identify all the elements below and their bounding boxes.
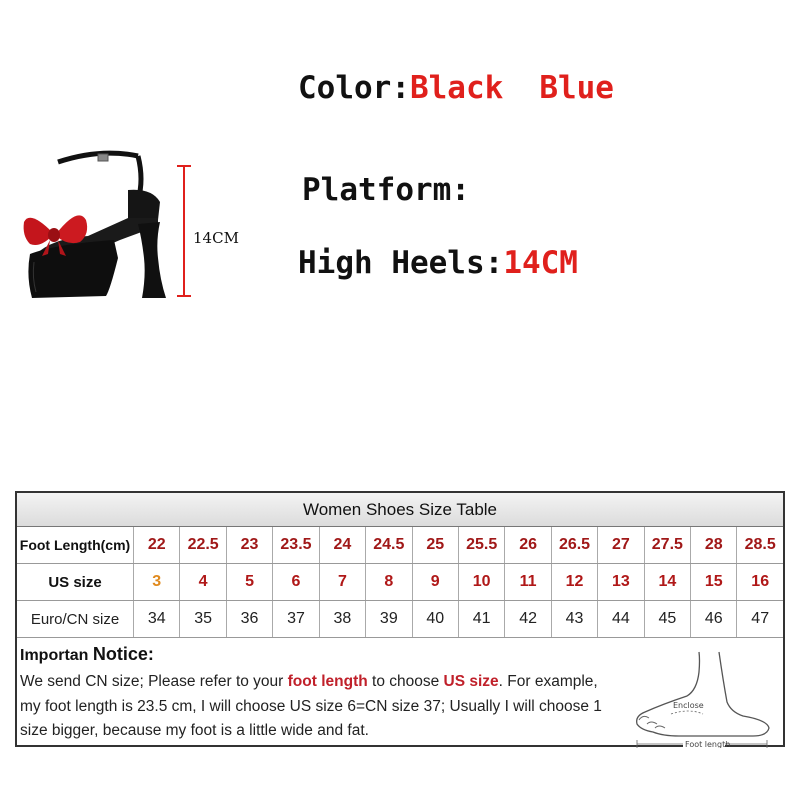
notice-section	[17, 638, 783, 752]
heels-value: 14CM	[503, 245, 578, 281]
table-cell: 22	[133, 527, 179, 563]
table-cell: 28	[690, 527, 736, 563]
color-label: Color:	[298, 70, 410, 106]
table-cell: 38	[319, 601, 365, 637]
table-cell: 6	[272, 564, 318, 600]
notice-text	[20, 670, 620, 744]
notice-title	[20, 644, 154, 665]
table-cell: 22.5	[179, 527, 225, 563]
table-cell: 25	[412, 527, 458, 563]
notice-text-3: . For example, my foot length is 23.5 cm, I will choose US size 6=CN size 37; Usually I will choose 1 size bigger, because my foot is a little wide and fat.	[20, 673, 602, 739]
platform-sandal-image	[10, 140, 170, 310]
table-cell: 3	[133, 564, 179, 600]
table-cell: 25.5	[458, 527, 504, 563]
row-header: US size	[48, 573, 102, 591]
heel-height-label: 14CM	[193, 229, 239, 247]
table-cell: 27	[597, 527, 643, 563]
table-cell: 37	[272, 601, 318, 637]
table-cell: 8	[365, 564, 411, 600]
table-cell: 4	[179, 564, 225, 600]
heel-spec	[298, 245, 578, 281]
table-cell: 28.5	[736, 527, 782, 563]
table-cell: 46	[690, 601, 736, 637]
table-cell: 13	[597, 564, 643, 600]
enclose-label: Enclose	[673, 701, 704, 710]
table-cell: 5	[226, 564, 272, 600]
table-cell: 27.5	[644, 527, 690, 563]
table-cell: 23	[226, 527, 272, 563]
table-cell: 36	[226, 601, 272, 637]
table-cell: 9	[412, 564, 458, 600]
row-header: Foot Length(cm)	[19, 537, 131, 553]
table-cell: 15	[690, 564, 736, 600]
notice-title-part2: Notice:	[92, 644, 154, 664]
size-table	[15, 491, 785, 747]
table-cell: 44	[597, 601, 643, 637]
row-header: Euro/CN size	[30, 610, 120, 628]
table-cell: 12	[551, 564, 597, 600]
heels-label: High Heels:	[298, 245, 504, 281]
table-cell: 34	[133, 601, 179, 637]
notice-title-part1: Importan	[20, 647, 93, 664]
foot-length-row	[17, 527, 783, 564]
table-cell: 23.5	[272, 527, 318, 563]
table-cell: 45	[644, 601, 690, 637]
euro-cn-size-row	[17, 601, 783, 638]
notice-text-2: to choose	[367, 673, 444, 690]
platform-label: Platform:	[302, 172, 470, 208]
table-cell: 43	[551, 601, 597, 637]
heel-height-marker	[174, 162, 194, 302]
table-cell: 39	[365, 601, 411, 637]
foot-measurement-diagram	[627, 650, 777, 748]
table-cell: 42	[504, 601, 550, 637]
table-cell: 24	[319, 527, 365, 563]
color-value-blue: Blue	[539, 70, 614, 106]
foot-length-label: Foot length	[685, 740, 731, 748]
table-cell: 47	[736, 601, 782, 637]
table-cell: 11	[504, 564, 550, 600]
table-cell: 26	[504, 527, 550, 563]
table-cell: 10	[458, 564, 504, 600]
color-spec	[298, 70, 614, 106]
platform-spec	[302, 172, 470, 208]
table-cell: 7	[319, 564, 365, 600]
table-cell: 35	[179, 601, 225, 637]
table-cell: 41	[458, 601, 504, 637]
table-cell: 14	[644, 564, 690, 600]
us-size-highlight: US size	[443, 673, 499, 690]
us-size-row	[17, 564, 783, 601]
foot-length-highlight: foot length	[287, 673, 368, 690]
table-cell: 16	[736, 564, 782, 600]
table-cell: 40	[412, 601, 458, 637]
notice-text-1: We send CN size; Please refer to your	[20, 673, 288, 690]
color-value-black: Black	[409, 70, 504, 106]
size-table-title: Women Shoes Size Table	[17, 493, 783, 527]
table-cell: 24.5	[365, 527, 411, 563]
table-cell: 26.5	[551, 527, 597, 563]
